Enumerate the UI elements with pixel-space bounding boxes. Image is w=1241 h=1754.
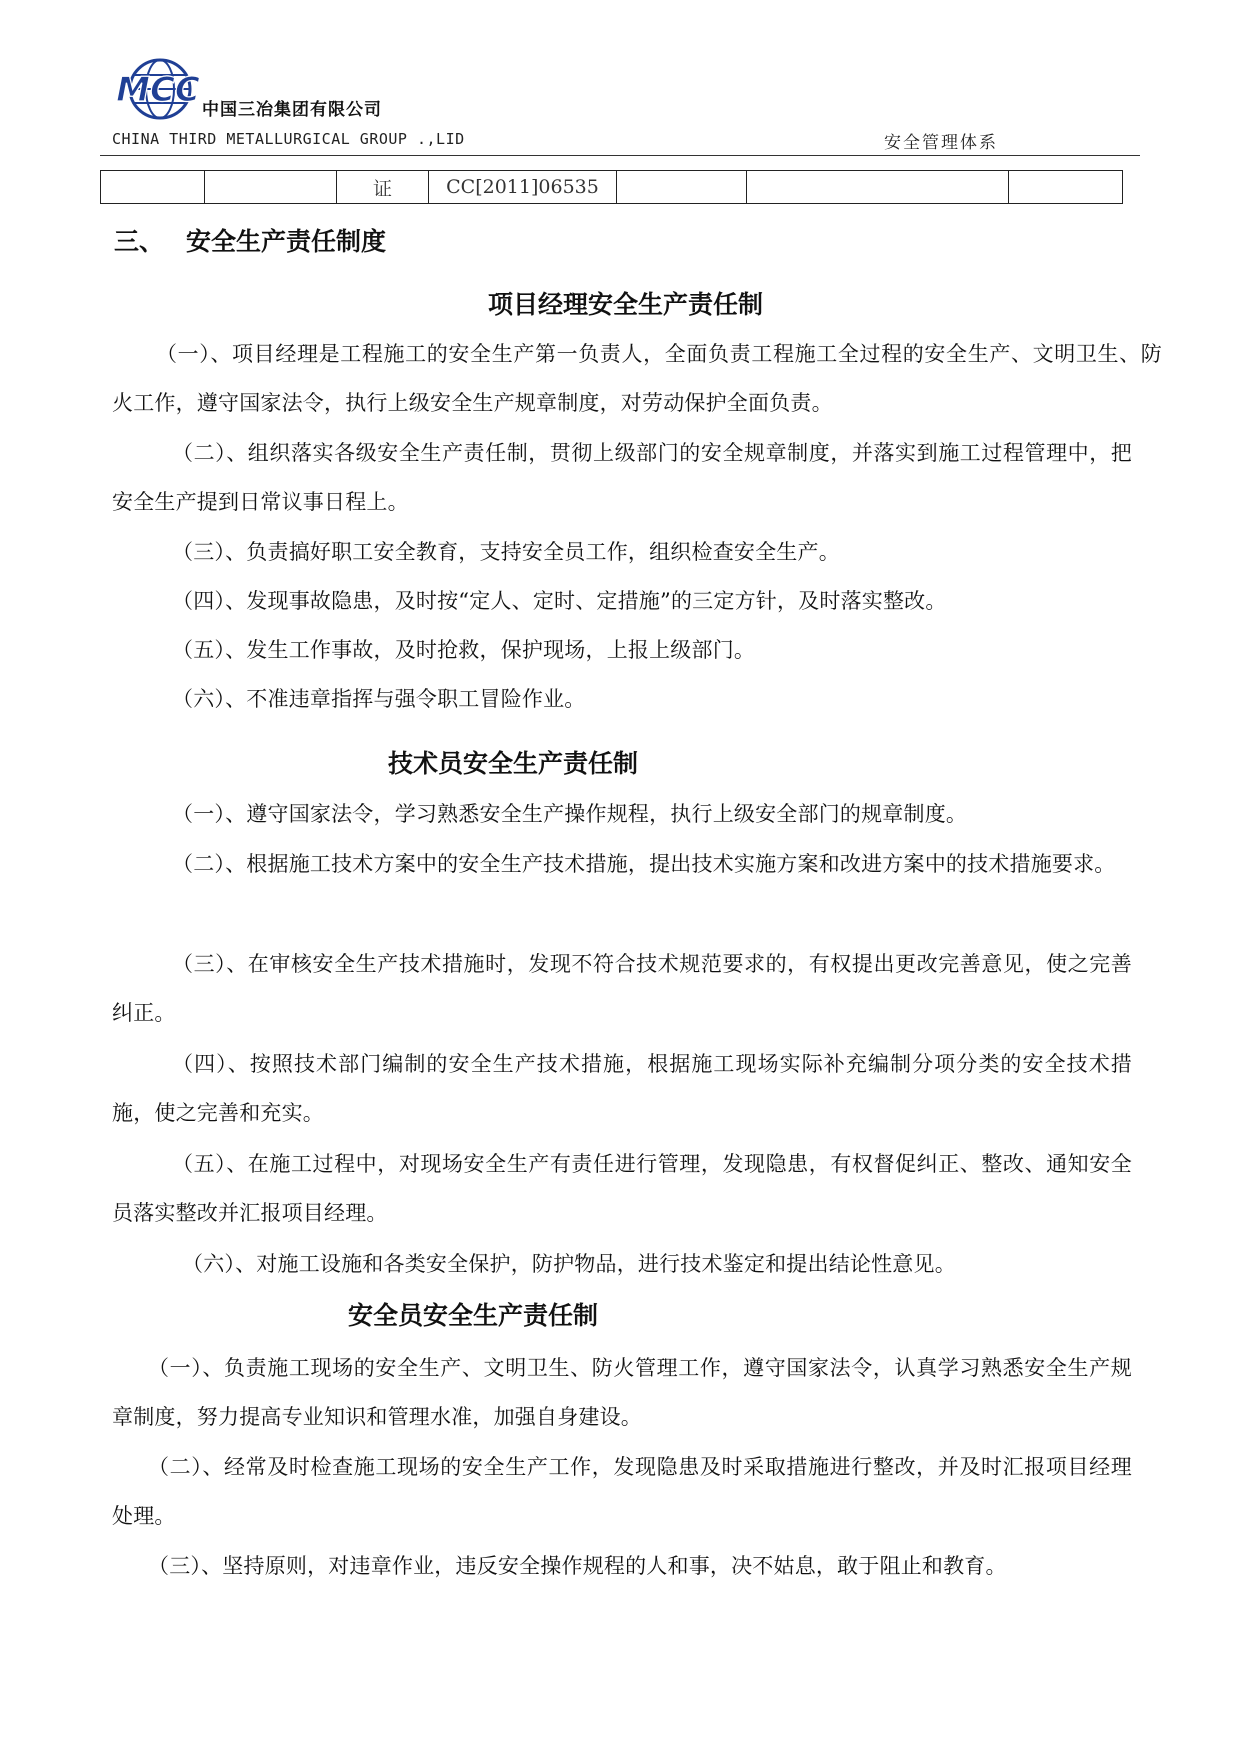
- section-number: 三、: [114, 227, 165, 256]
- company-name-en: CHINA THIRD METALLURGICAL GROUP .,LID: [112, 130, 465, 148]
- section-heading: [114, 222, 386, 258]
- tech-item-6: （六）、对施工设施和各类安全保护，防护物品，进行技术鉴定和提出结论性意见。: [182, 1252, 956, 1276]
- tech-item-2: （二）、根据施工技术方案中的安全生产技术措施，提出技术实施方案和改进方案中的技术措施要求。: [172, 852, 1116, 876]
- safety-title: 安全员安全生产责任制: [348, 1301, 599, 1330]
- pm-item-3: （三）、负责搞好职工安全教育，支持安全员工作，组织检查安全生产。: [172, 540, 840, 564]
- table-cell: [101, 171, 205, 204]
- safety-item-3: （三）、坚持原则，对违章作业，违反安全操作规程的人和事，决不姑息，敢于阻止和教育。: [148, 1554, 1007, 1578]
- table-cell: [747, 171, 1009, 204]
- pm-item-1: （一）、项目经理是工程施工的安全生产第一负责人，全面负责工程施工全过程的安全生产、文明卫生、防火工作，遵守国家法令，执行上级安全生产规章制度，对劳动保护全面负责。: [112, 342, 1162, 415]
- tech-title: 技术员安全生产责任制: [388, 749, 639, 778]
- safety-item-2: （二）、经常及时检查施工现场的安全生产工作，发现隐患及时采取措施进行整改，并及时汇报项目经理处理。: [112, 1455, 1132, 1528]
- certificate-table: [100, 170, 1123, 204]
- company-name-cn: 中国三冶集团有限公司: [202, 100, 382, 120]
- table-cell: 证: [337, 171, 429, 204]
- system-name: 安全管理体系: [884, 133, 998, 153]
- pm-item-2: （二）、组织落实各级安全生产责任制，贯彻上级部门的安全规章制度，并落实到施工过程管理中，把安全生产提到日常议事日程上。: [112, 441, 1132, 514]
- table-cell: CC[2011]06535: [429, 171, 617, 204]
- pm-item-5: （五）、发生工作事故，及时抢救，保护现场，上报上级部门。: [172, 638, 756, 662]
- table-cell: [205, 171, 337, 204]
- mcc-logo: [112, 58, 204, 120]
- logo-text: MCC: [116, 70, 200, 110]
- tech-item-1: （一）、遵守国家法令，学习熟悉安全生产操作规程，执行上级安全部门的规章制度。: [172, 802, 968, 826]
- pm-item-6: （六）、不准违章指挥与强令职工冒险作业。: [172, 687, 586, 711]
- tech-item-3: （三）、在审核安全生产技术措施时，发现不符合技术规范要求的，有权提出更改完善意见，使之完善纠正。: [112, 952, 1132, 1025]
- pm-title: 项目经理安全生产责任制: [488, 290, 764, 319]
- header-divider: [100, 155, 1140, 156]
- tech-item-4: （四）、按照技术部门编制的安全生产技术措施，根据施工现场实际补充编制分项分类的安全技术措施，使之完善和充实。: [112, 1052, 1132, 1125]
- tech-item-5: （五）、在施工过程中，对现场安全生产有责任进行管理，发现隐患，有权督促纠正、整改、通知安全员落实整改并汇报项目经理。: [112, 1152, 1132, 1225]
- table-cell: [1009, 171, 1123, 204]
- safety-item-1: （一）、负责施工现场的安全生产、文明卫生、防火管理工作，遵守国家法令，认真学习熟悉安全生产规章制度，努力提高专业知识和管理水准，加强自身建设。: [112, 1356, 1132, 1429]
- pm-item-4: （四）、发现事故隐患，及时按“定人、定时、定措施”的三定方针，及时落实整改。: [172, 589, 947, 613]
- table-row: [101, 171, 1123, 204]
- table-cell: [617, 171, 747, 204]
- section-title: 安全生产责任制度: [186, 227, 387, 256]
